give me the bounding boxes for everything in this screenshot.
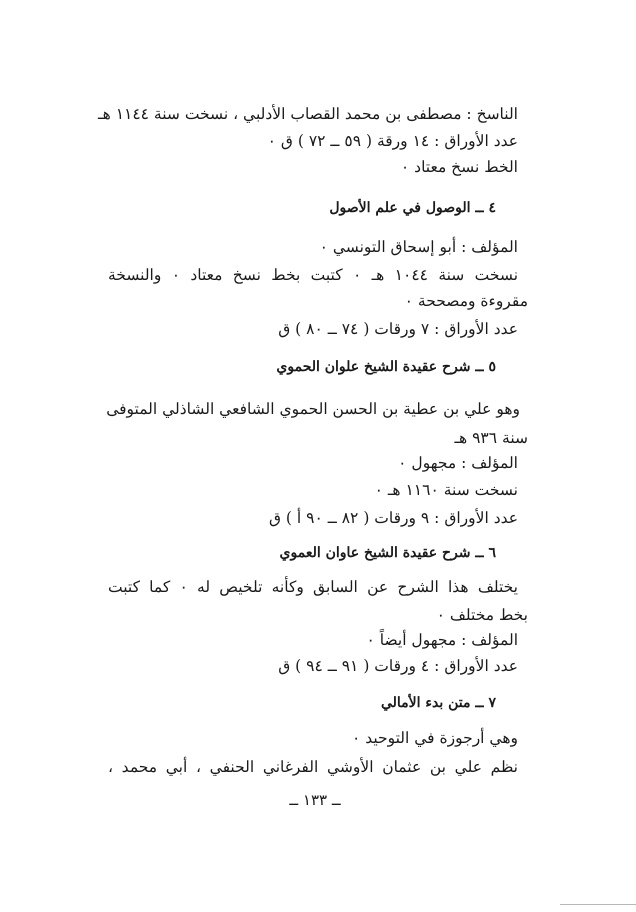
- page-number: ــ ١٣٣ ــ: [289, 791, 341, 809]
- scan-edge-rule: [560, 904, 636, 905]
- entry-heading-4: ٤ ــ الوصول في علم الأصول: [329, 200, 496, 216]
- entry-heading-6: ٦ ــ شرح عقيدة الشيخ عاوان العموي: [279, 545, 496, 561]
- description-line: يختلف هذا الشرح عن السابق وكأنه تلخيص له ٠ كما كتبت: [108, 578, 518, 596]
- copy-note-line: نسخت سنة ١١٦٠ هـ ٠: [374, 481, 518, 499]
- entry-heading-7: ٧ ــ متن بدء الأمالي: [380, 695, 496, 711]
- author-line: المؤلف : مجهول أيضاً ٠: [366, 631, 518, 649]
- author-line: المؤلف : أبو إسحاق التونسي ٠: [319, 238, 518, 256]
- entry-heading-5: ٥ ــ شرح عقيدة الشيخ علوان الحموي: [276, 359, 496, 375]
- script-line: الخط نسخ معتاد ٠: [400, 158, 518, 176]
- leaves-line: عدد الأوراق : ١٤ ورقة ( ٥٩ ــ ٧٢ ) ق ٠: [267, 132, 518, 150]
- description-line: وهي أرجوزة في التوحيد ٠: [351, 729, 518, 747]
- description-line: سنة ٩٣٦ هـ: [454, 429, 528, 447]
- copy-note-line: نسخت سنة ١٠٤٤ هـ ٠ كتبت بخط نسخ معتاد ٠ والنسخة: [108, 266, 519, 284]
- author-line: المؤلف : مجهول ٠: [398, 454, 518, 472]
- leaves-line: عدد الأوراق : ٤ ورقات ( ٩١ ــ ٩٤ ) ق: [278, 657, 518, 675]
- description-line: بخط مختلف ٠: [436, 606, 528, 624]
- leaves-line: عدد الأوراق : ٧ ورقات ( ٧٤ ــ ٨٠ ) ق: [278, 320, 518, 338]
- author-line: نظم علي بن عثمان الأوشي الفرغاني الحنفي ، أبي محمد ،: [108, 758, 518, 776]
- copy-note-line: مقروءة ومصححة ٠: [404, 292, 528, 310]
- description-line: وهو علي بن عطية بن الحسن الحموي الشافعي الشاذلي المتوفى: [106, 400, 520, 418]
- leaves-line: عدد الأوراق : ٩ ورقات ( ٨٢ ــ ٩٠ أ ) ق: [268, 509, 518, 527]
- copyist-line: الناسخ : مصطفى بن محمد القصاب الأدلبي ، نسخت سنة ١١٤٤ هـ: [98, 105, 518, 123]
